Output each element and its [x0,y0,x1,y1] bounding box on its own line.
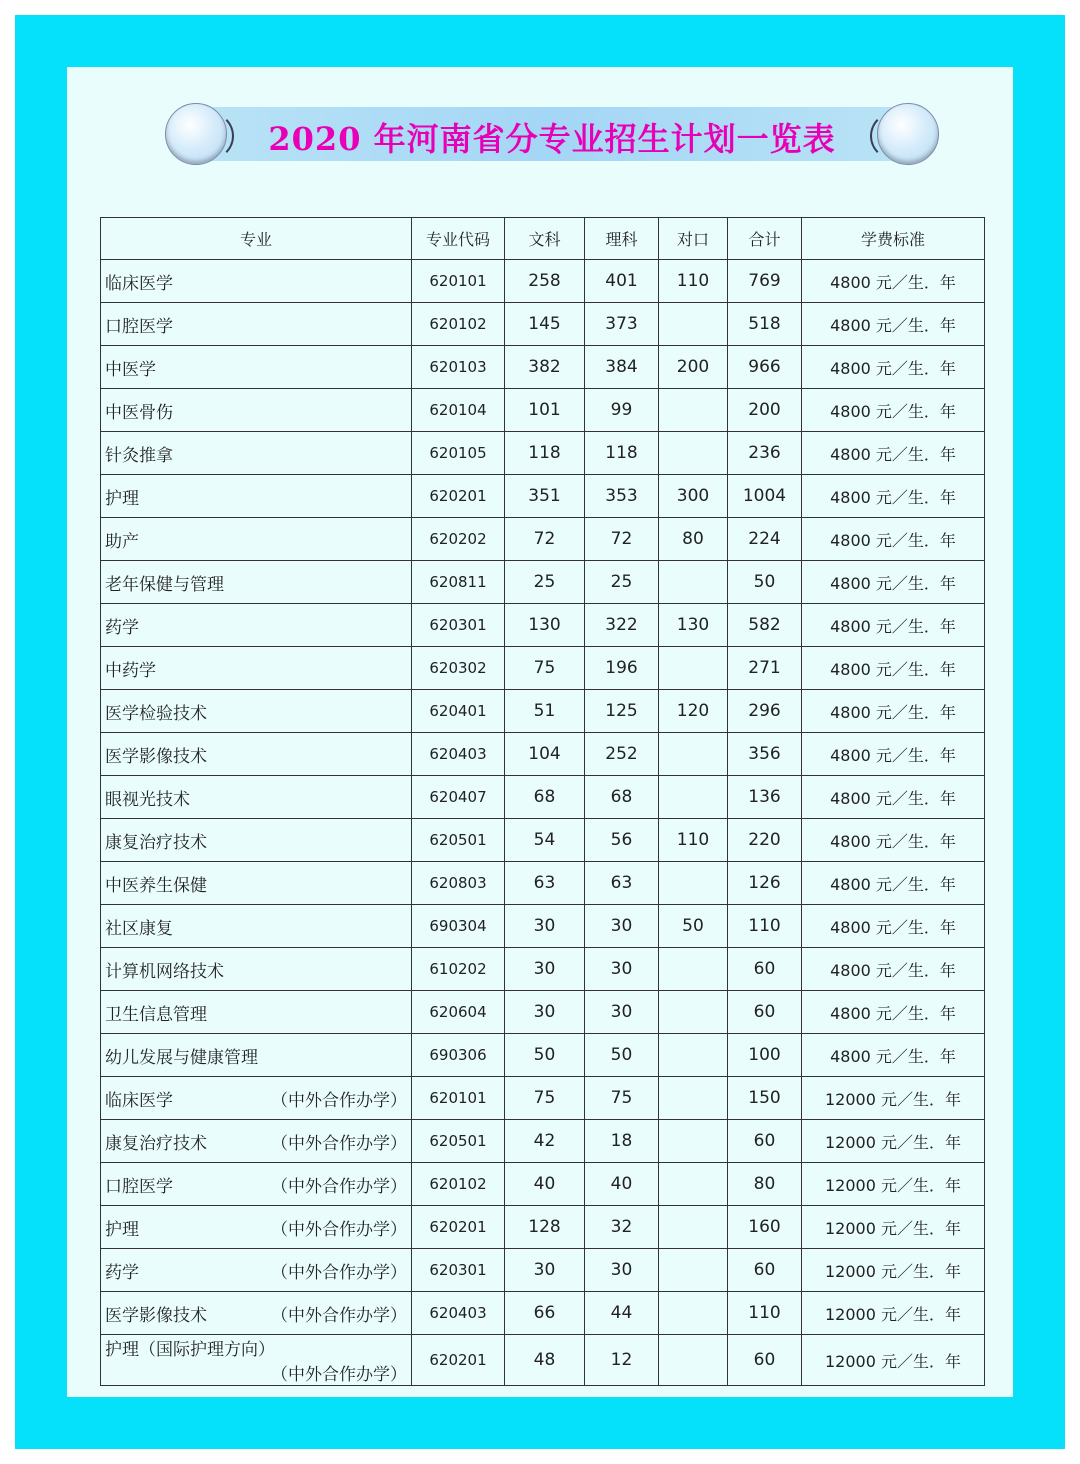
cell-code: 620501 [412,819,505,862]
table-row [101,1120,985,1163]
major-name: 临床医学 [105,1090,173,1111]
cell-fee: 4800 元／生．年 [802,733,985,776]
major-name: 药学 [105,617,139,638]
cell-code: 620104 [412,389,505,432]
cell-code: 620202 [412,518,505,561]
major-name: 眼视光技术 [105,789,190,810]
cell-total: 60 [728,948,802,991]
cell-major [101,1249,412,1292]
cell-like: 30 [585,1249,659,1292]
cell-like: 322 [585,604,659,647]
cell-code: 620201 [412,1335,505,1386]
cell-fee: 4800 元／生．年 [802,389,985,432]
cell-total: 582 [728,604,802,647]
major-name: 幼儿发展与健康管理 [105,1047,258,1068]
cell-like: 12 [585,1335,659,1386]
cell-total: 966 [728,346,802,389]
cell-wenke: 75 [505,647,585,690]
cell-duikou [659,389,728,432]
major-name: 医学影像技术 [105,746,207,767]
title-banner [165,103,939,165]
cell-code: 620401 [412,690,505,733]
cell-total: 80 [728,1163,802,1206]
cell-like: 99 [585,389,659,432]
table-row [101,561,985,604]
table-row [101,303,985,346]
cell-like: 384 [585,346,659,389]
major-note: （中外合作办学） [271,1133,407,1154]
cell-major [101,1292,412,1335]
cell-like: 40 [585,1163,659,1206]
table-row [101,1034,985,1077]
major-name: 口腔医学 [105,316,173,337]
table-row [101,647,985,690]
cell-like: 30 [585,991,659,1034]
cell-duikou: 80 [659,518,728,561]
cell-code: 610202 [412,948,505,991]
cell-major [101,1163,412,1206]
cell-total: 60 [728,991,802,1034]
cell-fee: 4800 元／生．年 [802,905,985,948]
cell-wenke: 351 [505,475,585,518]
cell-duikou [659,733,728,776]
cell-fee: 4800 元／生．年 [802,260,985,303]
major-note: （中外合作办学） [271,1262,407,1283]
table-row [101,733,985,776]
cell-major [101,346,412,389]
cell-fee: 4800 元／生．年 [802,518,985,561]
cell-like: 75 [585,1077,659,1120]
major-name: 康复治疗技术 [105,1133,207,1154]
cell-major [101,1206,412,1249]
table-row [101,389,985,432]
major-note: （中外合作办学） [271,1176,407,1197]
table-row [101,1077,985,1120]
header-like: 理科 [585,218,659,260]
major-name: 药学 [105,1262,139,1283]
major-name: 卫生信息管理 [105,1004,207,1025]
cell-wenke: 130 [505,604,585,647]
major-name: 助产 [105,531,139,552]
cell-fee: 12000 元／生．年 [802,1249,985,1292]
cell-code: 620403 [412,1292,505,1335]
cell-duikou [659,1034,728,1077]
cell-duikou [659,1249,728,1292]
cell-wenke: 258 [505,260,585,303]
table-row [101,346,985,389]
cell-duikou [659,991,728,1034]
cell-major [101,604,412,647]
table-row [101,948,985,991]
cell-total: 110 [728,1292,802,1335]
cell-total: 236 [728,432,802,475]
cell-code: 620301 [412,1249,505,1292]
cell-fee: 12000 元／生．年 [802,1292,985,1335]
cell-like: 44 [585,1292,659,1335]
table-row [101,819,985,862]
table-header-row [101,218,985,260]
table-row [101,1163,985,1206]
cell-like: 30 [585,905,659,948]
major-name: 计算机网络技术 [105,961,224,982]
cell-fee: 4800 元／生．年 [802,862,985,905]
table-row [101,776,985,819]
cell-duikou [659,561,728,604]
major-name: 康复治疗技术 [105,832,207,853]
cell-code: 620102 [412,303,505,346]
cell-duikou [659,1120,728,1163]
cell-fee: 12000 元／生．年 [802,1077,985,1120]
cell-wenke: 104 [505,733,585,776]
cell-fee: 12000 元／生．年 [802,1163,985,1206]
table-row [101,991,985,1034]
cell-wenke: 66 [505,1292,585,1335]
cell-total: 60 [728,1249,802,1292]
enrollment-plan-table [100,217,985,1386]
cell-wenke: 25 [505,561,585,604]
cell-total: 60 [728,1335,802,1386]
cell-like: 401 [585,260,659,303]
cell-code: 620501 [412,1120,505,1163]
cell-major [101,475,412,518]
cell-code: 620403 [412,733,505,776]
table-row [101,1249,985,1292]
cell-major [101,389,412,432]
cell-duikou: 110 [659,819,728,862]
cell-major [101,1077,412,1120]
cell-total: 1004 [728,475,802,518]
cell-wenke: 54 [505,819,585,862]
major-name: 社区康复 [105,918,173,939]
cell-duikou [659,776,728,819]
cell-like: 30 [585,948,659,991]
cell-major [101,733,412,776]
cell-total: 150 [728,1077,802,1120]
cell-duikou: 200 [659,346,728,389]
cell-like: 18 [585,1120,659,1163]
cell-wenke: 30 [505,991,585,1034]
cell-fee: 4800 元／生．年 [802,819,985,862]
cell-major [101,647,412,690]
major-name: 口腔医学 [105,1176,173,1197]
cell-like: 118 [585,432,659,475]
cell-fee: 4800 元／生．年 [802,432,985,475]
header-major: 专业 [101,218,412,260]
major-name: 老年保健与管理 [105,574,224,595]
cell-duikou [659,1292,728,1335]
major-note: （中外合作办学） [271,1365,407,1385]
cell-code: 620803 [412,862,505,905]
cell-duikou: 50 [659,905,728,948]
cell-major [101,948,412,991]
header-wenke: 文科 [505,218,585,260]
cell-like: 56 [585,819,659,862]
cell-wenke: 30 [505,905,585,948]
cell-wenke: 72 [505,518,585,561]
cell-wenke: 30 [505,1249,585,1292]
cell-major [101,991,412,1034]
cell-fee: 4800 元／生．年 [802,647,985,690]
cell-like: 32 [585,1206,659,1249]
cell-wenke: 68 [505,776,585,819]
cell-wenke: 51 [505,690,585,733]
cell-like: 68 [585,776,659,819]
table-row [101,1206,985,1249]
header-total: 合计 [728,218,802,260]
cell-total: 200 [728,389,802,432]
cell-like: 353 [585,475,659,518]
cell-major [101,819,412,862]
cell-fee: 4800 元／生．年 [802,991,985,1034]
cell-code: 620102 [412,1163,505,1206]
major-name: 中药学 [105,660,156,681]
cell-fee: 4800 元／生．年 [802,303,985,346]
header-code: 专业代码 [412,218,505,260]
cell-code: 690304 [412,905,505,948]
cell-duikou [659,432,728,475]
cell-code: 620101 [412,260,505,303]
major-name: 医学影像技术 [105,1305,207,1326]
cell-total: 60 [728,1120,802,1163]
cell-code: 620604 [412,991,505,1034]
cell-major [101,260,412,303]
table-row [101,475,985,518]
cell-code: 620811 [412,561,505,604]
cell-fee: 4800 元／生．年 [802,346,985,389]
major-name: 护理（国际护理方向） [105,1340,275,1360]
cell-like: 196 [585,647,659,690]
cell-wenke: 75 [505,1077,585,1120]
major-name: 针灸推拿 [105,445,173,466]
table-row [101,690,985,733]
cell-fee: 4800 元／生．年 [802,1034,985,1077]
cell-like: 63 [585,862,659,905]
table-row [101,905,985,948]
cell-wenke: 101 [505,389,585,432]
cell-major [101,776,412,819]
major-note: （中外合作办学） [271,1219,407,1240]
cell-total: 126 [728,862,802,905]
cell-total: 224 [728,518,802,561]
major-name: 护理 [105,1219,139,1240]
cell-duikou [659,948,728,991]
major-name: 临床医学 [105,273,173,294]
cell-fee: 12000 元／生．年 [802,1335,985,1386]
cell-like: 125 [585,690,659,733]
cell-total: 769 [728,260,802,303]
cell-major [101,432,412,475]
cell-like: 50 [585,1034,659,1077]
cell-total: 271 [728,647,802,690]
cell-wenke: 30 [505,948,585,991]
cell-code: 620105 [412,432,505,475]
header-duikou: 对口 [659,218,728,260]
cell-wenke: 63 [505,862,585,905]
cell-wenke: 145 [505,303,585,346]
cell-duikou [659,647,728,690]
cell-total: 110 [728,905,802,948]
major-note: （中外合作办学） [271,1305,407,1326]
cell-total: 50 [728,561,802,604]
cell-total: 160 [728,1206,802,1249]
cell-fee: 12000 元／生．年 [802,1206,985,1249]
cell-code: 620407 [412,776,505,819]
cell-total: 100 [728,1034,802,1077]
cell-code: 690306 [412,1034,505,1077]
cell-code: 620103 [412,346,505,389]
major-name: 医学检验技术 [105,703,207,724]
cell-like: 373 [585,303,659,346]
cell-code: 620101 [412,1077,505,1120]
cell-wenke: 50 [505,1034,585,1077]
cell-fee: 4800 元／生．年 [802,948,985,991]
cell-duikou [659,1163,728,1206]
cell-total: 518 [728,303,802,346]
cell-duikou: 110 [659,260,728,303]
cell-wenke: 48 [505,1335,585,1386]
cell-duikou [659,303,728,346]
major-name: 中医骨伤 [105,402,173,423]
cell-code: 620301 [412,604,505,647]
cell-duikou: 120 [659,690,728,733]
table-row [101,1335,985,1386]
cell-duikou [659,1335,728,1386]
cell-wenke: 382 [505,346,585,389]
table-row [101,1292,985,1335]
cell-fee: 4800 元／生．年 [802,776,985,819]
cell-fee: 4800 元／生．年 [802,690,985,733]
cell-wenke: 42 [505,1120,585,1163]
cell-fee: 4800 元／生．年 [802,604,985,647]
cell-major [101,862,412,905]
cell-duikou: 300 [659,475,728,518]
table-row [101,518,985,561]
cell-duikou [659,1206,728,1249]
cell-duikou [659,862,728,905]
cell-major [101,303,412,346]
cell-total: 296 [728,690,802,733]
cell-major [101,1034,412,1077]
cell-total: 356 [728,733,802,776]
table-row [101,862,985,905]
major-name: 中医养生保健 [105,875,207,896]
cell-major [101,1335,412,1386]
table-row [101,604,985,647]
page-title: 2020 年河南省分专业招生计划一览表 [268,120,836,158]
header-fee: 学费标准 [802,218,985,260]
cell-major [101,518,412,561]
cell-major [101,561,412,604]
major-note: （中外合作办学） [271,1090,407,1111]
cell-total: 136 [728,776,802,819]
cell-code: 620201 [412,475,505,518]
cell-duikou: 130 [659,604,728,647]
cell-duikou [659,1077,728,1120]
cell-like: 72 [585,518,659,561]
cell-code: 620201 [412,1206,505,1249]
cell-major [101,905,412,948]
table-row [101,432,985,475]
cell-like: 25 [585,561,659,604]
cell-like: 252 [585,733,659,776]
cell-wenke: 40 [505,1163,585,1206]
table-row [101,260,985,303]
cell-fee: 12000 元／生．年 [802,1120,985,1163]
cell-total: 220 [728,819,802,862]
cell-wenke: 118 [505,432,585,475]
major-name: 中医学 [105,359,156,380]
cell-major [101,1120,412,1163]
major-name: 护理 [105,488,139,509]
cell-fee: 4800 元／生．年 [802,561,985,604]
cell-major [101,690,412,733]
cell-fee: 4800 元／生．年 [802,475,985,518]
cell-wenke: 128 [505,1206,585,1249]
cell-code: 620302 [412,647,505,690]
